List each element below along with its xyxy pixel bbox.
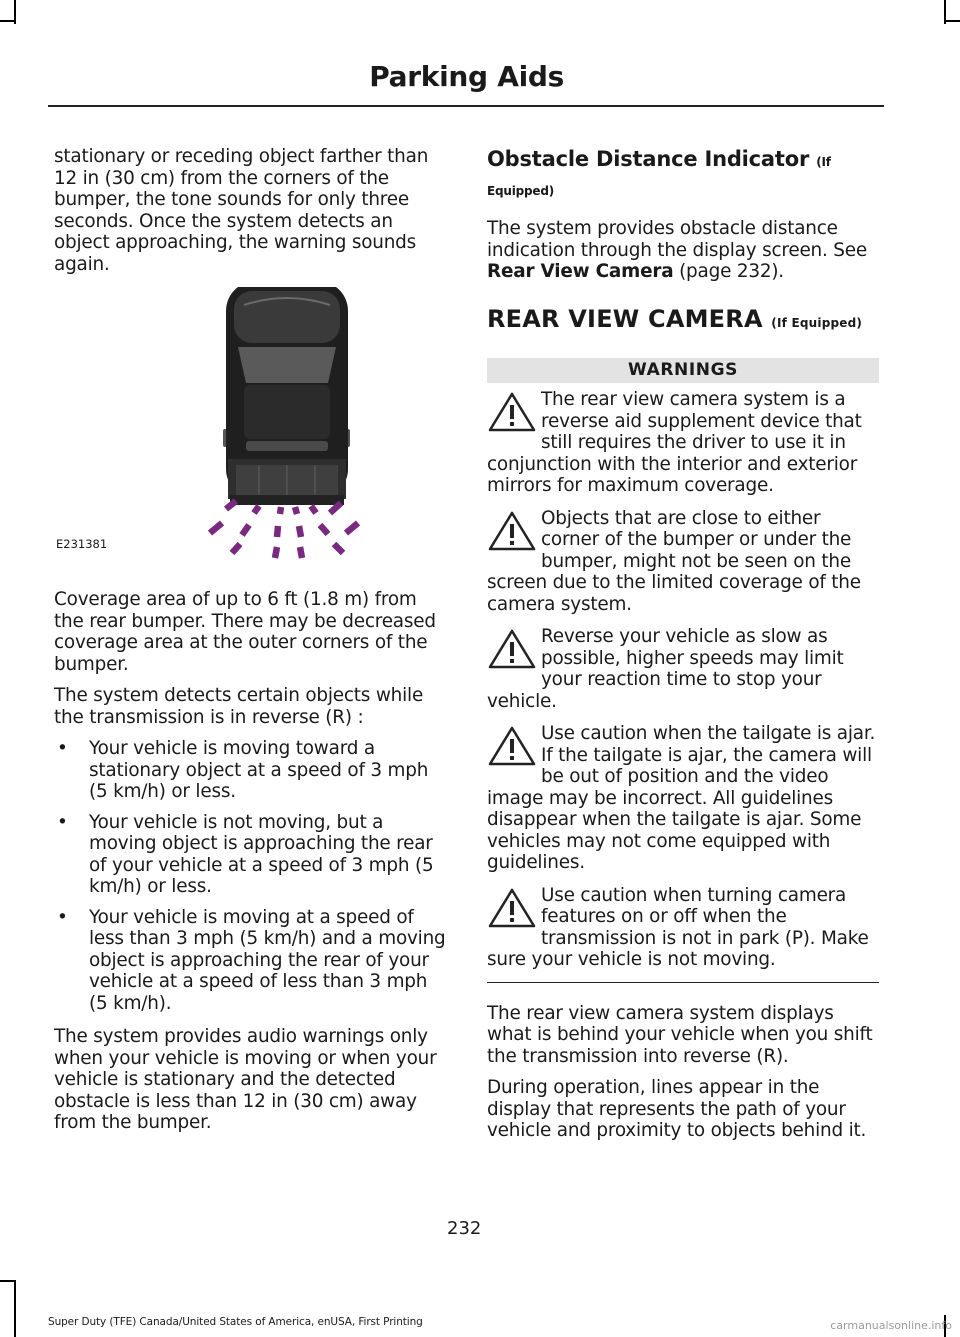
crop-mark: [0, 20, 16, 22]
heading-suffix: (If Equipped): [487, 155, 831, 198]
list-item-text: Your vehicle is moving toward a stationary object at a speed of 3 mph (5 km/h) or less.: [89, 738, 429, 802]
truck-top-view-illustration: [54, 287, 448, 575]
paragraph-text: The system provides obstacle distance indication through the display screen. See: [487, 218, 868, 261]
page-number: 232: [447, 1218, 482, 1239]
warning-item: [487, 885, 879, 971]
header-divider: [48, 105, 884, 107]
page-reference: (page 232).: [679, 261, 784, 282]
list-item-text: Your vehicle is moving at a speed of less than 3 mph (5 km/h) and a moving object is approaching the rear of your vehicle at a speed of less than 3 mph (5 km/h).: [89, 906, 446, 1014]
guidelines-paragraph: During operation, lines appear in the display that represents the path of your vehicle and proximity to objects behind it.: [487, 1077, 867, 1141]
camera-display-paragraph: The rear view camera system displays what is behind your vehicle when you shift the transmission into reverse (R).: [487, 1002, 873, 1067]
list-item: [54, 907, 448, 1015]
left-column: [54, 146, 448, 1144]
list-item: [54, 812, 448, 898]
warning-triangle-icon: [487, 391, 537, 437]
figure-code: E231381: [56, 537, 108, 551]
parking-sensor-figure: [54, 287, 448, 575]
intro-paragraph: stationary or receding object farther than 12 in (30 cm) from the corners of the bumper, the tone sounds for only three seconds. Once the system detects an object approaching, the warning sounds again.: [54, 146, 429, 275]
cross-reference-link[interactable]: Rear View Camera: [487, 261, 674, 282]
list-item-text: Your vehicle is not moving, but a moving object is approaching the rear of your vehicle at a speed of 3 mph (5 km/h) or less.: [89, 811, 434, 897]
conditions-list: [54, 738, 448, 1014]
warning-item: [487, 723, 879, 874]
heading-suffix: (If Equipped): [771, 315, 863, 330]
detects-paragraph: The system detects certain objects while the transmission is in reverse (R) :: [54, 685, 424, 728]
list-item: [54, 738, 448, 803]
warning-triangle-icon: [487, 628, 537, 674]
coverage-paragraph: Coverage area of up to 6 ft (1.8 m) from the rear bumper. There may be decreased coverage area at the outer corners of the bumper.: [54, 589, 436, 675]
bullet-icon: •: [57, 811, 68, 833]
heading-text: Obstacle Distance Indicator: [487, 147, 810, 171]
audio-paragraph: The system provides audio warnings only when your vehicle is moving or when your vehicle is stationary and the detected obstacle is less than 12 in (30 cm) away from the bumper.: [54, 1026, 437, 1133]
warning-text: Reverse your vehicle as slow as possible, higher speeds may limit your reaction time to stop your vehicle.: [487, 626, 844, 712]
crop-mark: [14, 1280, 16, 1337]
warning-text: The rear view camera system is a reverse aid supplement device that still requires the driver to use it in conjunction with the interior and exterior mirrors for maximum coverage.: [487, 389, 862, 496]
obstacle-indicator-heading: [487, 146, 879, 204]
bullet-icon: •: [57, 906, 68, 928]
warning-text: Use caution when turning camera features on or off when the transmission is not in park (P). Make sure your vehicle is not moving.: [487, 884, 869, 970]
page-title: Parking Aids: [369, 60, 564, 93]
warning-text: Use caution when the tailgate is ajar. If the tailgate is ajar, the camera will be out of position and the video image may be incorrect. All guidelines disappear when the tailgate is ajar. Some vehicles may not come equipped with guidelines.: [487, 723, 876, 873]
warning-triangle-icon: [487, 725, 537, 771]
warning-item: [487, 508, 879, 616]
heading-text: REAR VIEW CAMERA: [487, 304, 763, 333]
warnings-header: WARNINGS: [487, 358, 879, 383]
warning-item: [487, 389, 879, 497]
obstacle-indicator-paragraph: [487, 218, 879, 283]
bullet-icon: •: [57, 738, 68, 759]
crop-mark: [944, 20, 960, 22]
watermark: carmanualsonline.info: [830, 1319, 952, 1332]
right-column: [487, 146, 879, 1152]
warnings-divider: [487, 982, 879, 983]
rear-view-camera-heading: [487, 304, 879, 335]
warning-item: [487, 626, 879, 712]
crop-mark: [0, 1280, 16, 1282]
sensor-arc-icon: [210, 501, 358, 558]
warning-triangle-icon: [487, 887, 537, 933]
footer-text: Super Duty (TFE) Canada/United States of America, enUSA, First Printing: [48, 1316, 423, 1328]
warning-triangle-icon: [487, 510, 537, 556]
warning-text: Objects that are close to either corner of the bumper or under the bumper, might not be seen on the screen due to the limited coverage of the camera system.: [487, 507, 861, 615]
